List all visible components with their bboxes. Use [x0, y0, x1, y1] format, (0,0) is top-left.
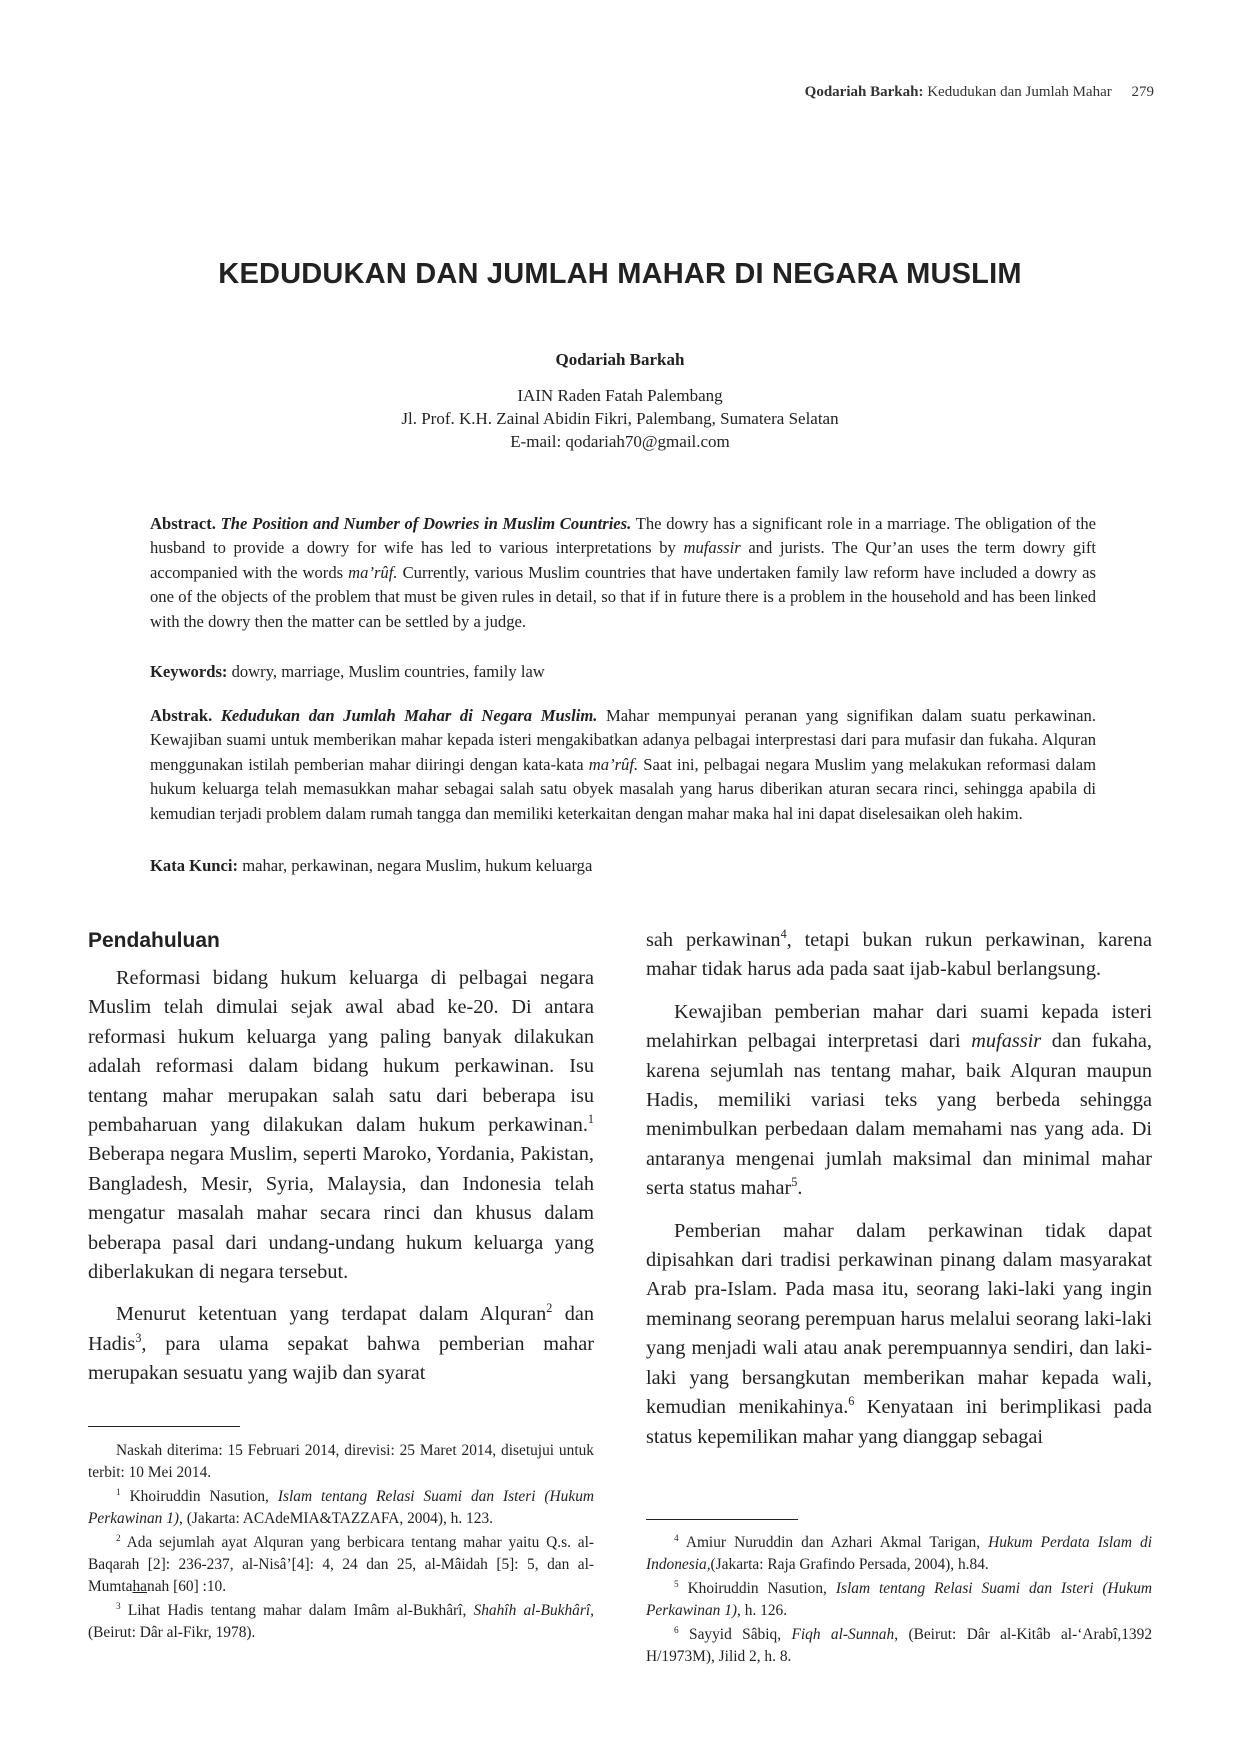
abstrak-text: Mahar mempunyai peranan yang signifikan dalam suatu perkawinan. Kewajiban suami untuk memberikan mahar kepada isteri mengakibatkan adanya pelbagai interprestasi dari para mufasir dan fukaha. Alquran menggunakan istilah pemberian mahar diiringi dengan kata-kata [150, 706, 1096, 774]
footnote-text: , (Jakarta: ACAdeMIA&TAZZAFA, 2004), h. 123. [179, 1509, 493, 1527]
footnote-italic: Shahîh al-Bukhârî, [473, 1602, 594, 1620]
paragraph-italic: mufassir [971, 1030, 1042, 1053]
footnote-6 [646, 1624, 1152, 1667]
abstract-italic: ma’rûf. [348, 562, 398, 582]
footnote-number: 1 [116, 1487, 121, 1498]
paragraph-text: Beberapa negara Muslim, seperti Maroko, Yordania, Pakistan, Bangladesh, Mesir, Syria, Malaysia, dan Indonesia telah mengatur masalah mahar secara rinci dan khusus dalam beberapa pasal dari undang-undang hukum keluarga yang diberlakukan di negara tersebut. [88, 1143, 594, 1284]
footnote-italic: Fiqh al-Sunnah [791, 1626, 895, 1644]
paragraph-text: Kewajiban pemberian mahar dari suami kepada isteri melahirkan pelbagai interpretasi dari [646, 1000, 1152, 1053]
keywords-label: Keywords: [150, 662, 228, 681]
footnote-number: 3 [116, 1601, 121, 1612]
footnote-text: , (Beirut: Dâr al-Kitâb al-‘Arabî,1392 H/1973M), Jilid 2, h. 8. [646, 1626, 1153, 1665]
body-paragraph [646, 1217, 1152, 1452]
footnote-divider [646, 1519, 798, 1520]
footnote-ref: 2 [546, 1301, 553, 1316]
abstract-indonesian [150, 704, 1096, 826]
paragraph-text: , tetapi bukan rukun perkawinan, karena mahar tidak harus ada pada saat ijab-kabul berlangsung. [646, 929, 1152, 981]
footnote-text: , h. 126. [737, 1601, 788, 1619]
paragraph-text: Menurut ketentuan yang terdapat dalam Alquran [116, 1303, 547, 1326]
abstract-label: Abstract. [150, 514, 216, 533]
footnote-number: 2 [116, 1533, 121, 1544]
footnote-text: (Beirut: Dâr al-Fikr, 1978). [88, 1623, 256, 1641]
footnote-1 [88, 1486, 594, 1529]
footnote-italic: Islam tentang Relasi Suami dan Isteri (Hukum Perkawinan 1) [646, 1580, 1152, 1619]
footnotes-right [646, 1532, 1152, 1671]
footnote-number: 5 [674, 1579, 679, 1590]
footnote-number: 6 [674, 1625, 679, 1636]
paragraph-text: dan fukaha, karena sejumlah nas tentang mahar, baik Alquran maupun Hadis, memiliki variasi teks yang berbeda sehingga menimbulkan perbedaan dalam memahami nas yang ada. Di antaranya mengenai jumlah maksimal dan minimal mahar serta status mahar [646, 1030, 1152, 1200]
abstrak-title: Kedudukan dan Jumlah Mahar di Negara Muslim. [220, 706, 598, 725]
header-running-title: Kedudukan dan Jumlah Mahar [927, 84, 1112, 100]
paragraph-text: Reformasi bidang hukum keluarga di pelbagai negara Muslim telah dimulai sejak awal abad ke-20. Di antara reformasi hukum keluarga yang paling banyak dilakukan adalah reformasi dalam bidang hukum perkawinan. Isu tentang mahar merupakan salah satu dari beberapa isu pembaharuan yang dilakukan dalam hukum perkawinan. [88, 967, 594, 1137]
abstract-title: The Position and Number of Dowries in Muslim Countries. [220, 514, 632, 533]
footnote-text: nah [60] :10. [147, 1577, 227, 1595]
footnote-ref: 5 [791, 1175, 798, 1190]
footnote-underline: ha [132, 1577, 147, 1595]
author-affiliation [0, 384, 1240, 453]
article-title: KEDUDUKAN DAN JUMLAH MAHAR DI NEGARA MUSLIM [218, 258, 1022, 290]
abstract-text: Currently, various Muslim countries that have undertaken family law reform have included a dowry as one of the objects of the problem that must be given rules in detail, so that if in future there is a problem in the household and has been linked with the dowry then the matter can be settled by a judge. [150, 562, 1096, 631]
paragraph-text: Kenyataan ini berimplikasi pada status kepemilikan mahar yang dianggap sebagai [646, 1396, 1152, 1448]
affiliation-line: Jl. Prof. K.H. Zainal Abidin Fikri, Palembang, Sumatera Selatan [401, 409, 839, 428]
footnote-text: Amiur Nuruddin dan Azhari Akmal Tarigan, [678, 1534, 989, 1551]
running-header [805, 84, 1154, 101]
footnote-divider [88, 1426, 240, 1427]
footnote-3 [88, 1600, 594, 1643]
paragraph-text: dan Hadis [88, 1303, 594, 1355]
abstrak-label: Abstrak. [150, 706, 213, 725]
footnote-italic: Hukum Perdata Islam di Indonesia, [646, 1534, 1152, 1573]
body-paragraph [88, 964, 594, 1287]
footnotes-left [88, 1440, 594, 1646]
footnote-text: Khoiruddin Nasution, [120, 1488, 278, 1506]
footnote-ref: 6 [848, 1394, 855, 1409]
footnote-text: Lihat Hadis tentang mahar dalam Imâm al-Bukhârî, [120, 1602, 474, 1620]
footnote-4 [646, 1532, 1152, 1575]
kata-kunci-label: Kata Kunci: [150, 856, 239, 875]
footnote-text: Ada sejumlah ayat Alquran yang berbicara tentang mahar yaitu Q.s. al-Baqarah [2]: 236-237, al-Nisâ’[4]: 4, 24 dan 25, al-Mâidah [5]: 5, dan al-Mumta [88, 1534, 594, 1595]
abstrak-italic: ma’rûf. [588, 754, 639, 774]
footnote-text: (Jakarta: Raja Grafindo Persada, 2004), h.84. [710, 1555, 989, 1573]
keywords-english [150, 660, 1096, 684]
footnote-number: 4 [674, 1532, 679, 1543]
footnote-italic: Islam tentang Relasi Suami dan Isteri (Hukum Perkawinan 1) [88, 1488, 594, 1527]
abstract-english [150, 512, 1096, 634]
footnote-ref: 1 [587, 1112, 594, 1127]
abstract-italic: mufassir [683, 538, 741, 558]
affiliation-line: E-mail: qodariah70@gmail.com [510, 432, 730, 451]
paragraph-text: sah perkawinan [646, 929, 781, 951]
section-heading: Pendahuluan [88, 929, 220, 952]
article-author: Qodariah Barkah [555, 350, 685, 369]
body-column-left [88, 926, 594, 1402]
affiliation-line: IAIN Raden Fatah Palembang [517, 386, 723, 405]
kata-kunci-text: mahar, perkawinan, negara Muslim, hukum keluarga [238, 856, 593, 875]
footnote-received: Naskah diterima: 15 Februari 2014, direvisi: 25 Maret 2014, disetujui untuk terbit: 10 Mei 2014. [88, 1442, 594, 1481]
footnote-text: Khoiruddin Nasution, [678, 1580, 836, 1598]
footnote-text: Sayyid Sâbiq, [678, 1626, 792, 1644]
abstract-text: The dowry has a significant role in a marriage. The obligation of the husband to provide a dowry for wife has led to various interpretations by [150, 514, 1096, 558]
body-paragraph [646, 998, 1152, 1204]
paragraph-text: . [797, 1177, 803, 1200]
paragraph-text: , para ulama sepakat bahwa pemberian mahar merupakan sesuatu yang wajib dan syarat [88, 1332, 594, 1385]
header-author: Qodariah Barkah: [804, 84, 924, 100]
footnote-2 [88, 1532, 594, 1597]
footnote-ref: 3 [135, 1331, 142, 1346]
keywords-indonesian [150, 854, 1096, 878]
abstrak-text: Saat ini, pelbagai negara Muslim yang melakukan reformasi dalam hukum keluarga telah memasukkan mahar sebagai salah satu obyek masalah yang harus diberikan aturan secara rinci, sehingga apabila di kemudian terjadi problem dalam rumah tangga dan memiliki keterkaitan dengan mahar maka hal ini dapat diselesaikan oleh hakim. [150, 754, 1096, 823]
paragraph-text: Pemberian mahar dalam perkawinan tidak dapat dipisahkan dari tradisi perkawinan pinang dalam masyarakat Arab pra-Islam. Pada masa itu, seorang laki-laki yang ingin meminang seorang perempuan harus melalui seorang laki-laki yang menjadi wali atau anak perempuannya sendiri, dan laki-laki yang bersangkutan memberikan mahar kepada wali, kemudian menikahinya. [646, 1219, 1152, 1419]
body-paragraph [646, 926, 1152, 985]
page-number: 279 [1131, 84, 1154, 100]
footnote-ref: 4 [780, 927, 787, 942]
footnote-5 [646, 1578, 1152, 1621]
abstract-text: and jurists. The Qur’an uses the term dowry gift accompanied with the words [150, 538, 1096, 582]
keywords-text: dowry, marriage, Muslim countries, family law [227, 662, 545, 681]
body-paragraph [88, 1300, 594, 1388]
body-column-right [646, 926, 1152, 1465]
